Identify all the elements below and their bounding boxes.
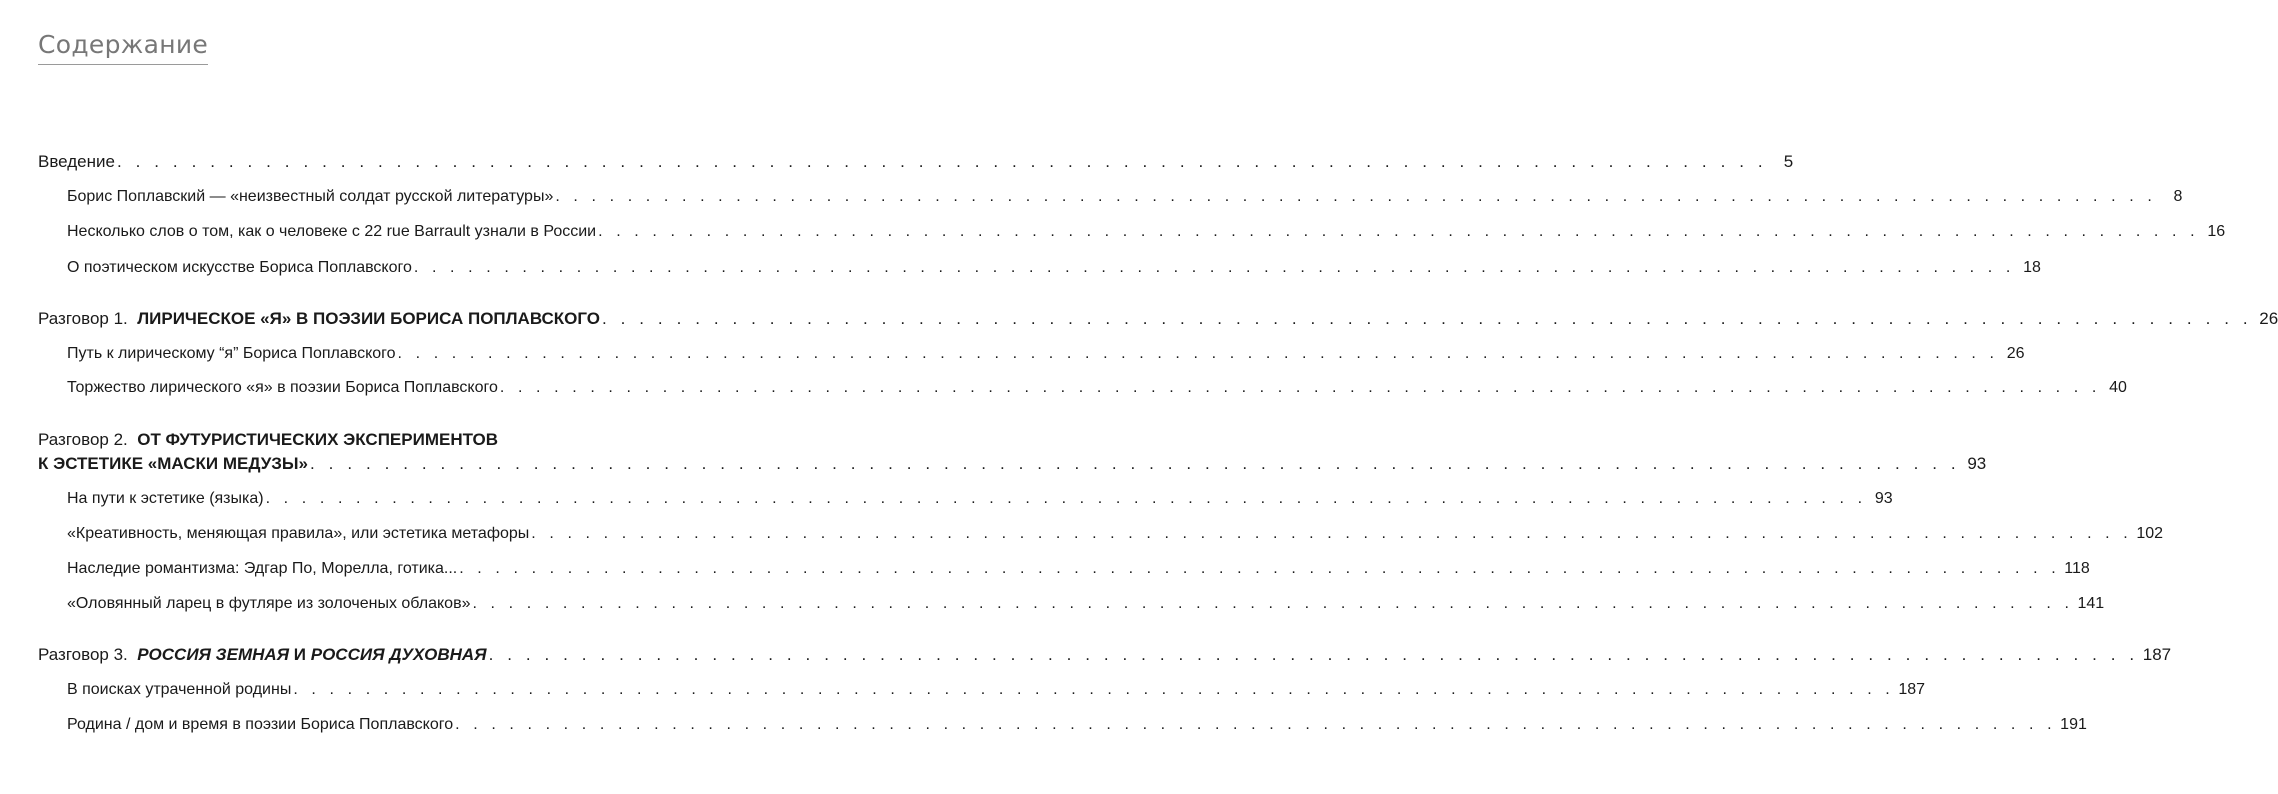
toc-entry-intro[interactable] [38, 152, 1794, 172]
dot-leader: . . . . . . . . . . . . . . . . . . . . . . . . . . . . . . . . . . . . . . . . . . . . . . . . . . . . . . . . . . . . . . . . . . . . . . . . . . . . . . . . . . . . . . . . . [455, 716, 2057, 733]
toc-entry-label: Борис Поплавский — «неизвестный солдат русской литературы» [67, 188, 554, 205]
toc-entry-talk-1-2[interactable] [67, 378, 2127, 398]
page-number: 40 [2109, 379, 2127, 396]
toc-entry-intro-3[interactable] [67, 258, 2041, 278]
dot-leader: . . . . . . . . . . . . . . . . . . . . . . . . . . . . . . . . . . . . . . . . . . . . . . . . . . . . . . . . . . . . . . . . . . . . . . . . . . . . . . . . . . . . . . . . . [413, 259, 2015, 276]
toc-entry-label: Введение [38, 152, 115, 171]
toc-entry-talk-2-4[interactable] [67, 594, 2105, 614]
chapter-title-part-b: РОССИЯ ДУХОВНАЯ [310, 645, 487, 664]
toc-entry-talk-3-2[interactable] [67, 715, 2087, 735]
page-title: Содержание [38, 30, 208, 65]
toc-entry-label: Несколько слов о том, как о человеке с 22 rue Barrault узнали в России [67, 223, 597, 240]
toc-entry-talk-1[interactable] [38, 309, 2278, 329]
toc-entry-talk-3-1[interactable] [67, 680, 1926, 700]
toc-entry-talk-2-line-1[interactable] [38, 430, 498, 450]
toc-entry-label: Торжество лирического «я» в поэзии Бориса Поплавского [67, 379, 498, 396]
page-number: 26 [2006, 345, 2025, 362]
dot-leader: . . . . . . . . . . . . . . . . . . . . . . . . . . . . . . . . . . . . . . . . . . . . . . . . . . . . . . . . . . . . . . . . . . . . . . . . . . . . . . . . . . . . . . . . . [488, 645, 2139, 664]
dot-leader: . . . . . . . . . . . . . . . . . . . . . . . . . . . . . . . . . . . . . . . . . . . . . . . . . . . . . . . . . . . . . . . . . . . . . . . . . . . . . . . . . . . . . . . . . [459, 560, 2061, 577]
dot-leader: . . . . . . . . . . . . . . . . . . . . . . . . . . . . . . . . . . . . . . . . . . . . . . . . . . . . . . . . . . . . . . . . . . . . . . . . . . . . . . . . . . . . . . . . . [499, 379, 2101, 396]
toc-entry-label: «Креативность, меняющая правила», или эстетика метафоры [67, 525, 530, 542]
toc-entry-heading [38, 309, 600, 329]
page-number: 187 [2142, 645, 2172, 664]
page-number: 118 [2064, 560, 2090, 577]
chapter-title-conjunction: И [293, 645, 307, 664]
dot-leader: . . . . . . . . . . . . . . . . . . . . . . . . . . . . . . . . . . . . . . . . . . . . . . . . . . . . . . . . . . . . . . . . . . . . . . . . . . . . . . . . . . . . . . . . . [310, 454, 1961, 473]
page-number: 187 [1898, 681, 1926, 698]
dot-leader: . . . . . . . . . . . . . . . . . . . . . . . . . . . . . . . . . . . . . . . . . . . . . . . . . . . . . . . . . . . . . . . . . . . . . . . . . . . . . . . . . . . . . . . . . [531, 525, 2133, 542]
chapter-prefix: Разговор 1. [38, 309, 128, 328]
toc-entry-talk-2-3[interactable] [67, 559, 2090, 579]
toc-entry-label: В поисках утраченной родины [67, 681, 292, 698]
dot-leader: . . . . . . . . . . . . . . . . . . . . . . . . . . . . . . . . . . . . . . . . . . . . . . . . . . . . . . . . . . . . . . . . . . . . . . . . . . . . . . . . . . . . . . . . . [555, 188, 2157, 205]
toc-entry-talk-2[interactable] [38, 454, 1987, 474]
toc-entry-label: Наследие романтизма: Эдгар По, Морелла, готика... [67, 560, 458, 577]
chapter-title-part-a: РОССИЯ ЗЕМНАЯ [137, 645, 290, 664]
page-number: 141 [2077, 595, 2105, 612]
chapter-title-line-2: К ЭСТЕТИКЕ «МАСКИ МЕДУЗЫ» [38, 454, 309, 473]
toc-entry-label: «Оловянный ларец в футляре из золоченых облаков» [67, 595, 471, 612]
chapter-prefix: Разговор 2. [38, 430, 128, 449]
chapter-title-line-1: ОТ ФУТУРИСТИЧЕСКИХ ЭКСПЕРИМЕНТОВ [137, 430, 499, 449]
toc-entry-talk-3[interactable] [38, 645, 2172, 665]
toc-entry-label: На пути к эстетике (языка) [67, 490, 264, 507]
dot-leader: . . . . . . . . . . . . . . . . . . . . . . . . . . . . . . . . . . . . . . . . . . . . . . . . . . . . . . . . . . . . . . . . . . . . . . . . . . . . . . . . . . . . . . . . . [472, 595, 2074, 612]
toc-entry-label: О поэтическом искусстве Бориса Поплавского [67, 259, 412, 276]
toc-entry-label: Путь к лирическому “я” Бориса Поплавского [67, 345, 396, 362]
page-number: 26 [2259, 309, 2278, 328]
page-number: 93 [1874, 490, 1893, 507]
page-number: 102 [2136, 525, 2164, 542]
toc-entry-heading [38, 645, 487, 665]
page-number: 8 [2173, 188, 2183, 205]
page-number: 93 [1967, 454, 1987, 473]
chapter-prefix: Разговор 3. [38, 645, 128, 664]
dot-leader: . . . . . . . . . . . . . . . . . . . . . . . . . . . . . . . . . . . . . . . . . . . . . . . . . . . . . . . . . . . . . . . . . . . . . . . . . . . . . . . . . . . . . . . . . [116, 152, 1768, 171]
page-number: 16 [2207, 223, 2226, 240]
page-number: 191 [2060, 716, 2087, 733]
chapter-title: ЛИРИЧЕСКОЕ «Я» В ПОЭЗИИ БОРИСА ПОПЛАВСКОГО [137, 309, 600, 328]
toc-entry-talk-1-1[interactable] [67, 344, 2025, 364]
dot-leader: . . . . . . . . . . . . . . . . . . . . . . . . . . . . . . . . . . . . . . . . . . . . . . . . . . . . . . . . . . . . . . . . . . . . . . . . . . . . . . . . . . . . . . . . . [598, 223, 2200, 240]
page-number: 5 [1783, 152, 1794, 171]
toc-entry-intro-1[interactable] [67, 187, 2183, 207]
toc-entry-talk-2-1[interactable] [67, 489, 1893, 509]
page-number: 18 [2023, 259, 2041, 276]
toc-entry-label: Родина / дом и время в поэзии Бориса Поплавского [67, 716, 454, 733]
dot-leader: . . . . . . . . . . . . . . . . . . . . . . . . . . . . . . . . . . . . . . . . . . . . . . . . . . . . . . . . . . . . . . . . . . . . . . . . . . . . . . . . . . . . . . . . . [265, 490, 1867, 507]
dot-leader: . . . . . . . . . . . . . . . . . . . . . . . . . . . . . . . . . . . . . . . . . . . . . . . . . . . . . . . . . . . . . . . . . . . . . . . . . . . . . . . . . . . . . . . . . [293, 681, 1895, 698]
toc-entry-talk-2-2[interactable] [67, 524, 2164, 544]
toc-entry-intro-2[interactable] [67, 222, 2226, 242]
dot-leader: . . . . . . . . . . . . . . . . . . . . . . . . . . . . . . . . . . . . . . . . . . . . . . . . . . . . . . . . . . . . . . . . . . . . . . . . . . . . . . . . . . . . . . . . . [601, 309, 2253, 328]
dot-leader: . . . . . . . . . . . . . . . . . . . . . . . . . . . . . . . . . . . . . . . . . . . . . . . . . . . . . . . . . . . . . . . . . . . . . . . . . . . . . . . . . . . . . . . . . [397, 345, 1999, 362]
